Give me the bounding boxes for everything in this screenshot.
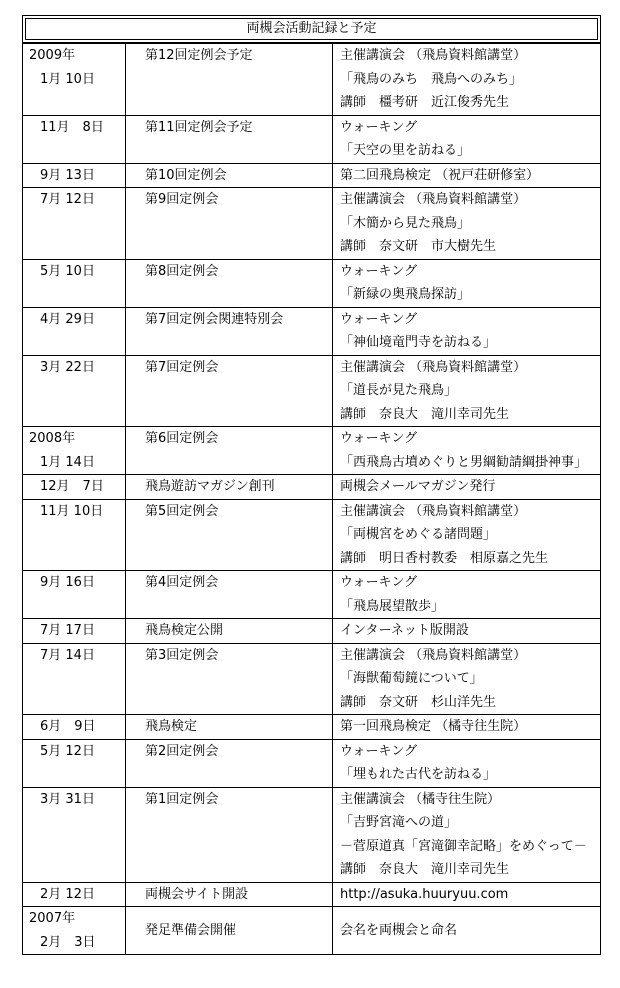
description-cell — [333, 882, 601, 907]
date-text: 11月 10日 — [40, 503, 104, 519]
event-cell — [126, 475, 333, 500]
description-cell — [333, 475, 601, 500]
description-cell — [333, 427, 601, 475]
table-row — [23, 307, 601, 355]
event-cell — [126, 643, 333, 715]
description-text: 主催講演会 （飛鳥資料館講堂） — [340, 647, 527, 663]
date-text: 9月 13日 — [40, 167, 95, 183]
table-row — [23, 259, 601, 307]
event-text: 第6回定例会 — [145, 431, 219, 446]
table-row — [23, 787, 601, 882]
date-text: 5月 12日 — [40, 743, 95, 759]
event-text: 発足準備会開催 — [145, 922, 237, 938]
table-row — [23, 739, 601, 787]
event-text: 第3回定例会 — [145, 647, 219, 663]
description-text: 会名を両槻会と命名 — [340, 922, 458, 938]
date-cell — [23, 475, 126, 500]
description-text: ウォーキング — [340, 431, 418, 446]
event-cell — [126, 787, 333, 882]
table-row — [23, 427, 601, 475]
event-text: 飛鳥遊訪マガジン創刊 — [145, 479, 275, 494]
table-row — [23, 163, 601, 188]
date-text: 1月 14日 — [40, 454, 95, 470]
date-text: 6月 9日 — [40, 719, 96, 734]
date-text: 11月 8日 — [40, 119, 104, 135]
description-text: http://asuka.huuryuu.com — [340, 886, 509, 902]
description-cell — [333, 44, 601, 116]
event-cell — [126, 307, 333, 355]
date-cell — [23, 715, 126, 740]
event-cell — [126, 571, 333, 619]
event-text: 第7回定例会関連特別会 — [145, 311, 284, 327]
description-text: ウォーキング — [340, 119, 418, 135]
event-text: 第10回定例会 — [145, 167, 227, 183]
date-cell — [23, 427, 126, 475]
event-cell — [126, 499, 333, 571]
description-text: ウォーキング — [340, 743, 418, 759]
table-row — [23, 499, 601, 571]
date-text: 2月 12日 — [40, 886, 95, 902]
description-cell — [333, 715, 601, 740]
description-cell — [333, 115, 601, 163]
date-text: 2008年 — [29, 431, 76, 446]
event-text: 飛鳥検定公開 — [145, 623, 224, 638]
description-text: ウォーキング — [340, 311, 418, 327]
date-text: 1月 10日 — [40, 71, 95, 87]
event-text: 第12回定例会予定 — [145, 48, 253, 63]
description-text: 講師 奈文研 市大樹先生 — [340, 239, 497, 254]
description-cell — [333, 499, 601, 571]
table-row — [23, 643, 601, 715]
event-text: 第9回定例会 — [145, 192, 219, 207]
description-text: 「海獣葡萄鏡について」 — [340, 671, 483, 686]
description-text: 主催講演会 （飛鳥資料館講堂） — [340, 359, 527, 375]
description-text: 主催講演会 （飛鳥資料館講堂） — [340, 48, 527, 63]
description-text: 「西飛鳥古墳めぐりと男綱勧請綱掛神事」 — [340, 454, 588, 470]
description-cell — [333, 307, 601, 355]
date-text: 7月 17日 — [40, 623, 95, 638]
page-title: 両槻会活動記録と予定 — [25, 18, 598, 40]
event-text: 第2回定例会 — [145, 743, 219, 759]
description-text: 「新緑の奥飛鳥探訪」 — [340, 287, 471, 302]
table-row — [23, 715, 601, 740]
event-cell — [126, 427, 333, 475]
table-row — [23, 115, 601, 163]
date-cell — [23, 44, 126, 116]
description-text: ウォーキング — [340, 575, 418, 590]
date-text: 2009年 — [29, 48, 76, 63]
event-text: 第1回定例会 — [145, 791, 219, 807]
table-row — [23, 907, 601, 955]
date-cell — [23, 188, 126, 260]
date-text: 3月 22日 — [40, 359, 95, 375]
description-cell — [333, 571, 601, 619]
description-cell — [333, 739, 601, 787]
description-text: 両槻会メールマガジン発行 — [340, 479, 496, 494]
table-row — [23, 355, 601, 427]
date-text: 2007年 — [29, 911, 76, 926]
date-cell — [23, 259, 126, 307]
description-cell — [333, 259, 601, 307]
date-cell — [23, 882, 126, 907]
description-text: 第一回飛鳥検定 （橘寺往生院） — [340, 719, 527, 734]
date-cell — [23, 115, 126, 163]
description-cell — [333, 619, 601, 644]
event-cell — [126, 739, 333, 787]
table-row — [23, 619, 601, 644]
event-cell — [126, 882, 333, 907]
description-text: 「飛鳥展望散歩」 — [340, 598, 445, 614]
event-cell — [126, 163, 333, 188]
date-cell — [23, 619, 126, 644]
description-cell — [333, 355, 601, 427]
event-text: 飛鳥検定 — [145, 719, 198, 734]
event-cell — [126, 259, 333, 307]
event-cell — [126, 188, 333, 260]
event-cell — [126, 619, 333, 644]
activity-sheet — [22, 15, 601, 955]
table-row — [23, 475, 601, 500]
description-text: 主催講演会 （橘寺往生院） — [340, 791, 501, 807]
event-text: 第5回定例会 — [145, 503, 219, 519]
description-text: 講師 奈良大 滝川幸司先生 — [340, 406, 510, 422]
description-cell — [333, 163, 601, 188]
description-text: 「木簡から見た飛鳥」 — [340, 215, 471, 231]
description-text: 「吉野宮滝への道」 — [340, 815, 458, 830]
description-text: 講師 奈良大 滝川幸司先生 — [340, 862, 510, 877]
description-text: 第二回飛鳥検定 （祝戸荘研修室） — [340, 167, 540, 183]
table-row — [23, 571, 601, 619]
description-text: 主催講演会 （飛鳥資料館講堂） — [340, 503, 527, 519]
date-cell — [23, 571, 126, 619]
date-text: 9月 16日 — [40, 575, 95, 590]
date-text: 2月 3日 — [40, 934, 96, 950]
description-text: －菅原道真「宮滝御幸記略」をめぐって－ — [340, 838, 587, 854]
description-text: ウォーキング — [340, 263, 418, 279]
date-cell — [23, 355, 126, 427]
event-cell — [126, 907, 333, 955]
description-text: 主催講演会 （飛鳥資料館講堂） — [340, 192, 527, 207]
description-text: 講師 奈文研 杉山洋先生 — [340, 694, 497, 710]
table-row — [23, 44, 601, 116]
description-text: 「埋もれた古代を訪ねる」 — [340, 767, 497, 782]
table-row — [23, 188, 601, 260]
event-cell — [126, 715, 333, 740]
description-text: 講師 橿考研 近江俊秀先生 — [340, 95, 510, 110]
table-row — [23, 882, 601, 907]
description-text: 「神仙境竜門寺を訪ねる」 — [340, 335, 497, 350]
date-text: 12月 7日 — [40, 479, 104, 494]
activity-table — [22, 43, 601, 955]
date-cell — [23, 307, 126, 355]
date-cell — [23, 163, 126, 188]
event-text: 両槻会サイト開設 — [145, 886, 249, 902]
date-cell — [23, 787, 126, 882]
description-cell — [333, 188, 601, 260]
event-cell — [126, 355, 333, 427]
description-cell — [333, 643, 601, 715]
description-cell — [333, 787, 601, 882]
date-cell — [23, 499, 126, 571]
event-text: 第8回定例会 — [145, 263, 219, 279]
event-cell — [126, 115, 333, 163]
date-cell — [23, 739, 126, 787]
date-text: 7月 12日 — [40, 192, 95, 207]
event-text: 第11回定例会予定 — [145, 119, 253, 135]
date-cell — [23, 643, 126, 715]
date-text: 3月 31日 — [40, 791, 95, 807]
description-text: 講師 明日香村教委 相原嘉之先生 — [340, 550, 549, 566]
date-text: 5月 10日 — [40, 263, 95, 279]
event-text: 第7回定例会 — [145, 359, 219, 375]
title-box — [22, 15, 601, 43]
date-text: 4月 29日 — [40, 311, 95, 327]
date-cell — [23, 907, 126, 955]
description-text: 「両槻宮をめぐる諸問題」 — [340, 527, 497, 542]
description-text: 「天空の里を訪ねる」 — [340, 143, 471, 158]
description-text: 「道長が見た飛鳥」 — [340, 383, 458, 398]
event-text: 第4回定例会 — [145, 575, 219, 590]
event-cell — [126, 44, 333, 116]
description-cell — [333, 907, 601, 955]
description-text: 「飛鳥のみち 飛鳥へのみち」 — [340, 71, 523, 87]
description-text: インターネット版開設 — [340, 623, 469, 638]
date-text: 7月 14日 — [40, 647, 95, 663]
